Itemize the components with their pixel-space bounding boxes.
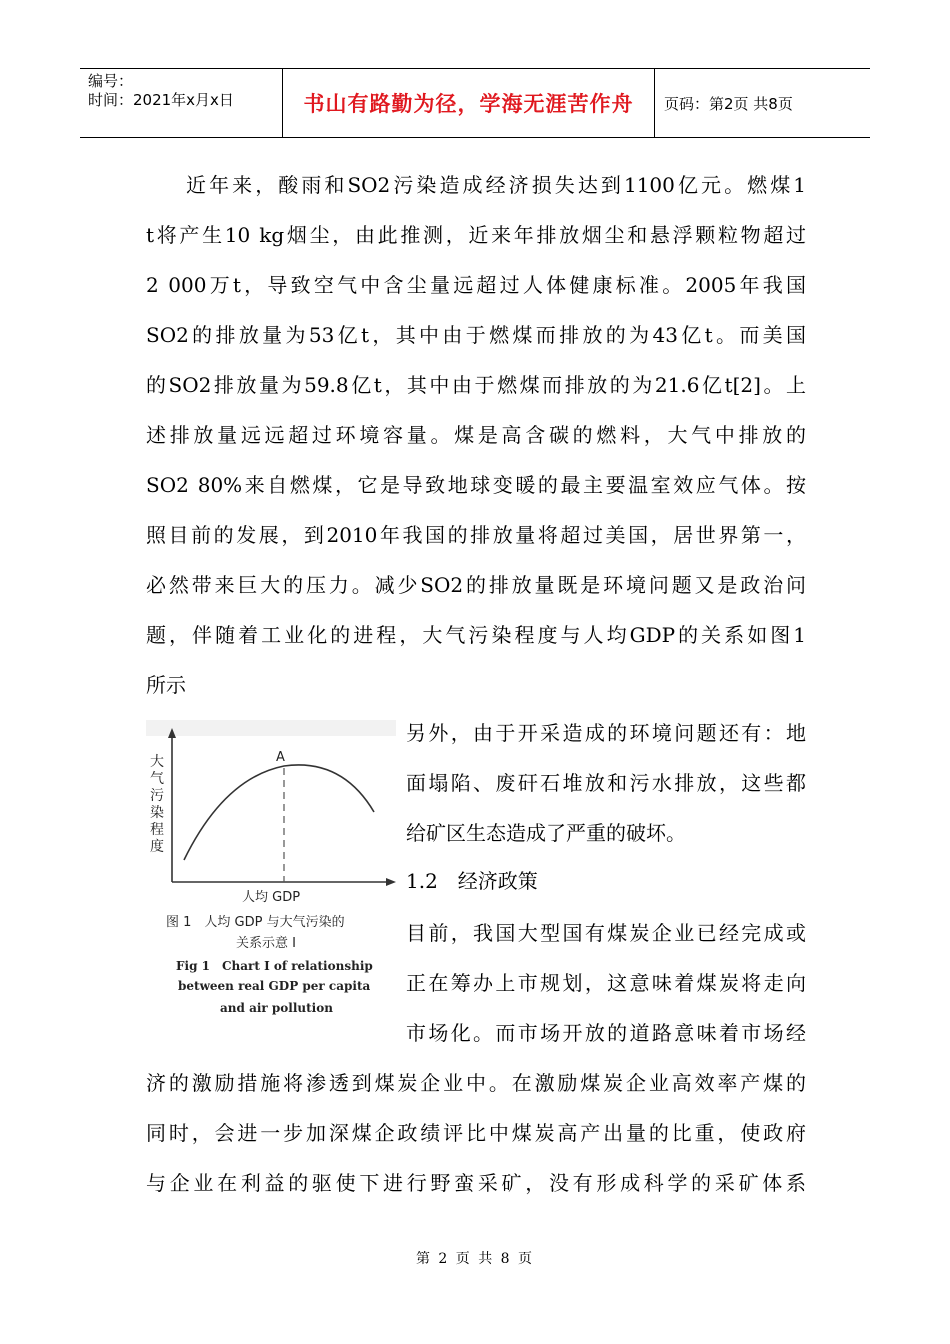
body-line: 给矿区生态造成了严重的破坏。 xyxy=(406,821,686,845)
header-motto: 书山有路勤为径，学海无涯苦作舟 xyxy=(303,92,634,116)
caption-cn: 图 1 人均 GDP 与大气污染的 xyxy=(166,915,345,930)
y-axis-label: 大气污染程度 xyxy=(150,754,164,855)
header-page-info: 页码：第2页 共8页 xyxy=(664,94,793,113)
body-line: 述排放量远远超过环境容量。煤是高含碳的燃料，大气中排放的 xyxy=(146,423,806,447)
x-axis-arrow xyxy=(386,878,396,886)
caption-cn: 关系示意 I xyxy=(236,936,296,951)
header-number-label: 编号： xyxy=(88,72,134,90)
body-line: 与企业在利益的驱使下进行野蛮采矿，没有形成科学的采矿体系 xyxy=(146,1171,806,1195)
body-line: SO2的排放量为53亿t，其中由于燃煤而排放的为43亿t。而美国 xyxy=(146,323,806,347)
body-line: 的SO2排放量为59.8亿t，其中由于燃煤而排放的为21.6亿t[2]。上 xyxy=(146,373,806,397)
header-date: 时间：2021年x月x日 xyxy=(88,91,234,109)
pollution-curve xyxy=(184,765,374,860)
figure-1 xyxy=(146,720,396,1020)
body-line: 2 000万t，导致空气中含尘量远超过人体健康标准。2005年我国 xyxy=(146,273,806,297)
page-header xyxy=(80,68,870,138)
peak-label: A xyxy=(276,750,285,765)
caption-en: and air pollution xyxy=(220,1001,333,1015)
page-footer: 第 2 页 共 8 页 xyxy=(415,1251,535,1267)
body-line: 所示 xyxy=(146,673,186,697)
body-line: 济的激励措施将渗透到煤炭企业中。在激励煤炭企业高效率产煤的 xyxy=(146,1071,806,1095)
header-meta xyxy=(80,69,282,137)
body-line: 正在筹办上市规划，这意味着煤炭将走向 xyxy=(406,971,806,995)
caption-en: between real GDP per capita xyxy=(178,979,371,993)
body-line: 照目前的发展，到2010年我国的排放量将超过美国，居世界第一， xyxy=(146,523,806,547)
figure-top-band xyxy=(146,720,396,736)
x-axis-label: 人均 GDP xyxy=(242,890,301,905)
body-line: 必然带来巨大的压力。减少SO2的排放量既是环境问题又是政治问 xyxy=(146,573,806,597)
body-line: 近年来，酸雨和SO2污染造成经济损失达到1100亿元。燃煤1 xyxy=(186,173,806,197)
body-line: 同时，会进一步加深煤企政绩评比中煤炭高产出量的比重，使政府 xyxy=(146,1121,806,1145)
body-line: 目前，我国大型国有煤炭企业已经完成或 xyxy=(406,921,806,945)
body-line: 面塌陷、废矸石堆放和污水排放，这些都 xyxy=(406,771,806,795)
caption-en: Fig 1 Chart I of relationship xyxy=(176,959,373,973)
figure-plot xyxy=(146,720,396,1020)
body-line: 市场化。而市场开放的道路意味着市场经 xyxy=(406,1021,806,1045)
body-line: 题，伴随着工业化的进程，大气污染程度与人均GDP的关系如图1 xyxy=(146,623,806,647)
section-heading: 1.2 经济政策 xyxy=(406,869,538,893)
body-line: t将产生10 kg烟尘，由此推测，近来年排放烟尘和悬浮颗粒物超过 xyxy=(146,223,806,247)
body-line: SO2 80%来自燃煤，它是导致地球变暖的最主要温室效应气体。按 xyxy=(146,473,806,497)
header-divider xyxy=(654,69,655,137)
body-line: 另外，由于开采造成的环境问题还有：地 xyxy=(406,721,806,745)
